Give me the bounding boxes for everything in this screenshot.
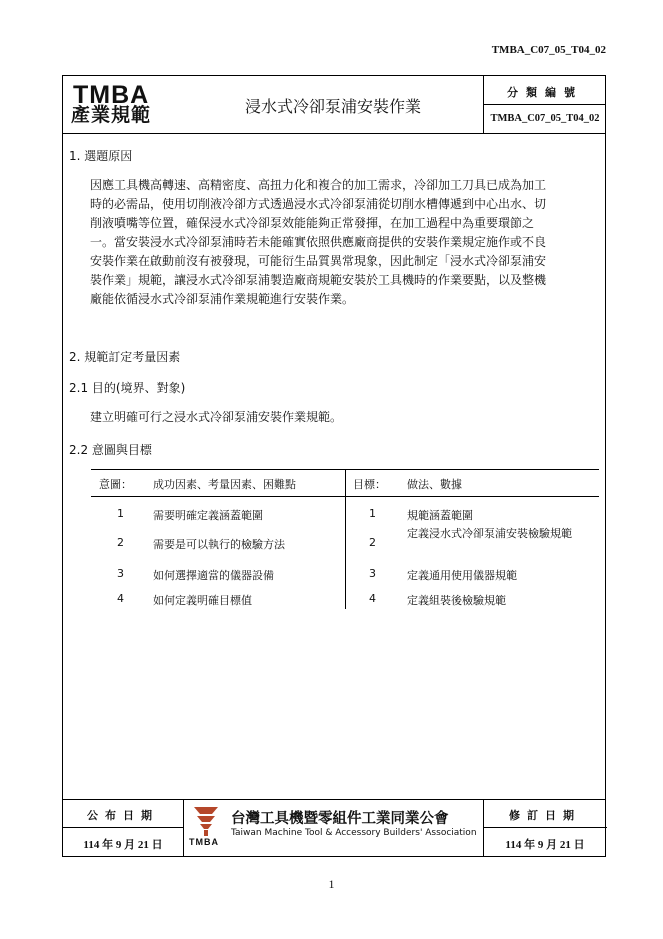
association-logo-icon bbox=[191, 803, 221, 837]
document-frame bbox=[62, 75, 606, 857]
revise-date: 114 年 9 月 21 日 bbox=[505, 839, 585, 851]
classification-code: TMBA_C07_05_T04_02 bbox=[490, 113, 600, 124]
association-name-en: Taiwan Machine Tool & Accessory Builders' Association bbox=[231, 828, 477, 838]
paragraph-line: 裝作業」規範，讓浸水式冷卻泵浦製造廠商規範安裝於工具機時的作業要點，以及整機 bbox=[90, 273, 547, 287]
classification-label: 分類編號 bbox=[507, 86, 583, 99]
tmba-logo: TMBA bbox=[73, 81, 150, 109]
section-2-2-title: 2.2 意圖與目標 bbox=[69, 443, 152, 457]
row-3-intent-number: 3 bbox=[117, 567, 124, 580]
row-4-intent-number: 4 bbox=[117, 592, 124, 605]
row-1-goal-number: 1 bbox=[369, 507, 376, 520]
paragraph-line: 安裝作業在啟動前沒有被發現，可能衍生品質異常現象，因此制定「浸水式冷卻泵浦安 bbox=[90, 254, 547, 268]
header-goal: 目標： bbox=[353, 478, 386, 491]
row-3-goal-number: 3 bbox=[369, 567, 376, 580]
header-divider bbox=[63, 133, 605, 134]
row-1-goal: 規範涵蓋範圍 bbox=[407, 509, 473, 522]
row-4-intent: 如何定義明確目標值 bbox=[153, 594, 252, 607]
paragraph-line: 時的必需品，使用切削液冷卻方式透過浸水式冷卻泵浦從切削水槽傳遞到中心出水、切 bbox=[90, 197, 547, 211]
association-name-zh: 台灣工具機暨零組件工業同業公會 bbox=[231, 811, 449, 827]
row-2-intent-number: 2 bbox=[117, 536, 124, 549]
row-4-goal: 定義組裝後檢驗規範 bbox=[407, 594, 506, 607]
section-2-1-text: 建立明確可行之浸水式冷卻泵浦安裝作業規範。 bbox=[90, 410, 343, 424]
footer-vsep-left bbox=[183, 799, 184, 857]
section-1-body bbox=[90, 176, 605, 309]
paragraph-line: 一。當安裝浸水式冷卻泵浦時若未能確實依照供應廠商提供的安裝作業規定施作或不良 bbox=[90, 235, 547, 249]
publish-date: 114 年 9 月 21 日 bbox=[83, 839, 163, 851]
revise-date-label: 修訂日期 bbox=[509, 809, 581, 822]
paragraph-line: 削液噴嘴等位置，確保浸水式冷卻泵效能能夠正常發揮，在加工過程中為重要環節之 bbox=[90, 216, 535, 230]
tmba-logo-subtitle: 產業規範 bbox=[71, 104, 152, 126]
document-code: TMBA_C07_05_T04_02 bbox=[491, 44, 606, 56]
row-1-intent-number: 1 bbox=[117, 507, 124, 520]
header-intent: 意圖： bbox=[99, 478, 132, 491]
row-4-goal-number: 4 bbox=[369, 592, 376, 605]
row-2-goal: 定義浸水式冷卻泵浦安裝檢驗規範 bbox=[407, 527, 572, 540]
header-factors: 成功因素、考量因素、困難點 bbox=[153, 478, 296, 491]
publish-date-label: 公布日期 bbox=[87, 809, 159, 822]
document-title: 浸水式冷卻泵浦安裝作業 bbox=[244, 97, 421, 116]
classification-divider bbox=[483, 104, 605, 105]
section-2-title: 2. 規範訂定考量因素 bbox=[69, 350, 181, 364]
footer-right-divider bbox=[483, 827, 607, 828]
association-logo-text: TMBA bbox=[189, 837, 219, 847]
row-3-intent: 如何選擇適當的儀器設備 bbox=[153, 569, 274, 582]
row-3-goal: 定義通用使用儀器規範 bbox=[407, 569, 517, 582]
footer-divider bbox=[63, 799, 605, 800]
paragraph-line: 因應工具機高轉速、高精密度、高扭力化和複合的加工需求，冷卻加工刀具已成為加工 bbox=[90, 178, 547, 192]
section-2-1-title: 2.1 目的(境界、對象) bbox=[69, 381, 186, 395]
row-1-intent: 需要明確定義涵蓋範圍 bbox=[153, 509, 263, 522]
footer-left-divider bbox=[63, 827, 183, 828]
page-number: 1 bbox=[328, 877, 335, 891]
row-2-intent: 需要是可以執行的檢驗方法 bbox=[153, 538, 285, 551]
paragraph-line: 廠能依循浸水式冷卻泵浦作業規範進行安裝作業。 bbox=[90, 292, 355, 306]
table-column-divider bbox=[345, 469, 346, 609]
section-1-title: 1. 選題原因 bbox=[69, 149, 133, 163]
row-2-goal-number: 2 bbox=[369, 536, 376, 549]
header-method: 做法、數據 bbox=[407, 478, 462, 491]
